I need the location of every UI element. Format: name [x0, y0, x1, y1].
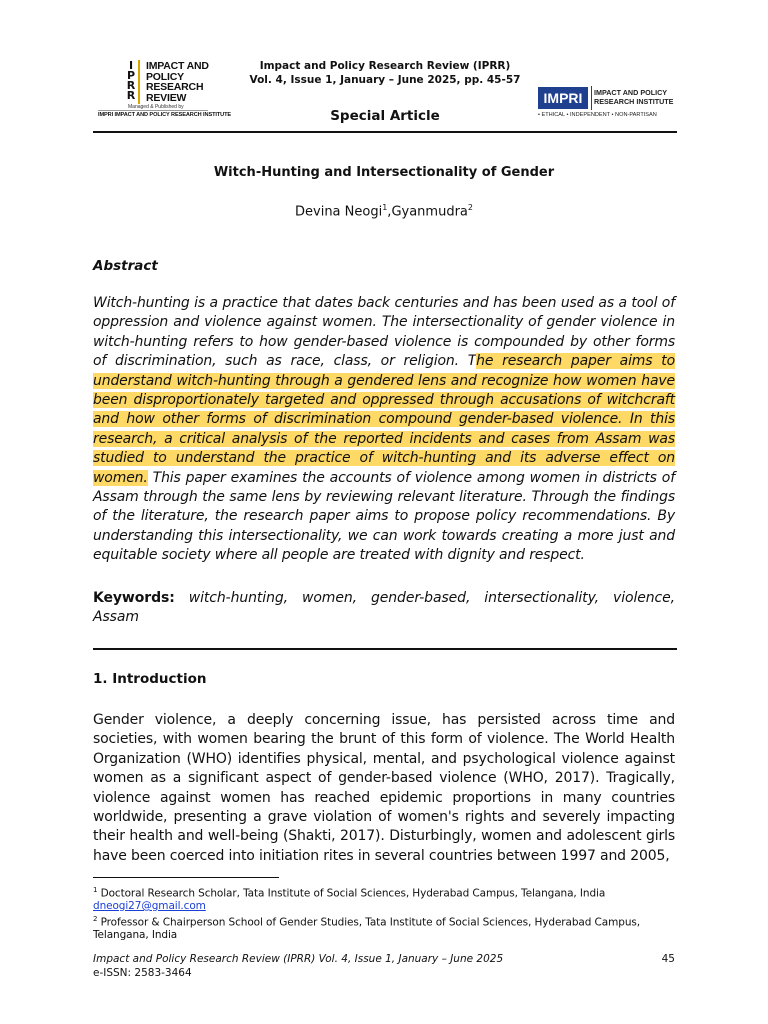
iprr-logo-bar: [138, 60, 140, 104]
section-rule: [93, 648, 677, 650]
iprr-publisher: IMPRI IMPACT AND POLICY RESEARCH INSTITUTE: [98, 112, 232, 118]
paper-title: Witch-Hunting and Intersectionality of Gender: [213, 165, 555, 180]
footnote-rule: [93, 877, 279, 878]
abstract-text: Witch-hunting is a practice that dates back centuries and has been used as a tool of oppression and violence against women. The intersectionality of gender violence in witch-hunting refers to how gender-based violence is compounded by other forms of discrimination, such as race, class, or religion. The research paper aims to understand witch-hunting through a gendered lens and recognize how women have been disproportionately targeted and oppressed through accusations of witchcraft and how other forms of discrimination compound gender-based violence. In this research, a critical analysis of the reported incidents and cases from Assam was studied to understand the practice of witch-hunting and its adverse effect on women. This paper examines the accounts of violence among women in districts of Assam through the same lens by reviewing relevant literature. Through the findings of the literature, the research paper aims to propose policy recommendations. By understanding this intersectionality, we can work towards creating a more just and equitable society where all people are treated with dignity and respect.: [93, 295, 675, 564]
iprr-logo-letters: I P R R: [126, 59, 136, 102]
abstract-heading: Abstract: [93, 258, 158, 274]
impri-tagline: • ETHICAL • INDEPENDENT • NON-PARTISAN: [538, 112, 657, 118]
page-number: 45: [661, 953, 675, 965]
impri-logo-name: IMPACT AND POLICY RESEARCH INSTITUTE: [594, 88, 674, 106]
journal-issue: Vol. 4, Issue 1, January – June 2025, pp. 45-57: [249, 74, 521, 86]
journal-name: Impact and Policy Research Review (IPRR): [259, 60, 511, 72]
footer-journal: Impact and Policy Research Review (IPRR) Vol. 4, Issue 1, January – June 2025: [93, 953, 504, 965]
author-1: Devina Neogi: [295, 204, 383, 220]
keywords-list: witch-hunting, women, gender-based, intersectionality, violence, Assam: [93, 590, 675, 626]
footer-issn: e-ISSN: 2583-3464: [93, 967, 192, 979]
author-2: Gyanmudra: [391, 204, 468, 220]
introduction-paragraph: Gender violence, a deeply concerning issue, has persisted across time and societies, with women bearing the brunt of this form of violence. The World Health Organization (WHO) identifies physical, mental, and psychological violence against women as a significant aspect of gender-based violence (WHO, 2017). Tragically, violence against women has reached epidemic proportions in many countries worldwide, presenting a grave violation of women's rights and severely impacting their health and well-being (Shakti, 2017). Disturbingly, women and adolescent girls have been coerced into initiation rites in several countries between 1997 and 2005,: [93, 712, 675, 864]
footnote-2: $^2$ Professor & Chairperson School of Gender Studies, Tata Institute of Social Sciences, Hyderabad Campus, Telangana, India: [93, 914, 640, 941]
author-line: Devina Neogi$^1$,Gyanmudra$^2$: [295, 203, 473, 220]
author-email-link[interactable]: dneogi27@gmail.com: [93, 900, 206, 912]
impri-logo-mark: IMPRI: [538, 87, 588, 109]
impri-logo-divider: [591, 86, 592, 110]
footnotes: [93, 884, 675, 941]
footnote-1: $^1$ Doctoral Research Scholar, Tata Institute of Social Sciences, Hyderabad Campus, Telangana, India: [93, 886, 606, 900]
iprr-logo-divider: [98, 110, 208, 111]
highlighted-text[interactable]: he research paper aims to understand witch-hunting through a gendered lens and recognize how women have been disproportionately targeted and oppressed through accusations of witchcraft and how other forms of discrimination compound gender-based violence. In this research, a critical analysis of the reported incidents and cases from Assam was studied to understand the practice of witch-hunting and its adverse effect on women.: [93, 353, 675, 486]
keywords: [93, 589, 675, 628]
iprr-managed-by: Managed & Published by: [128, 104, 184, 110]
article-type: Special Article: [330, 108, 440, 124]
header-rule: [93, 131, 677, 133]
keywords-label: Keywords:: [93, 590, 175, 606]
section-heading-introduction: 1. Introduction: [93, 671, 207, 687]
author-1-mark: 1: [382, 203, 388, 212]
author-2-mark: 2: [467, 203, 473, 212]
iprr-logo-words: IMPACT AND POLICY RESEARCH REVIEW: [146, 60, 209, 104]
